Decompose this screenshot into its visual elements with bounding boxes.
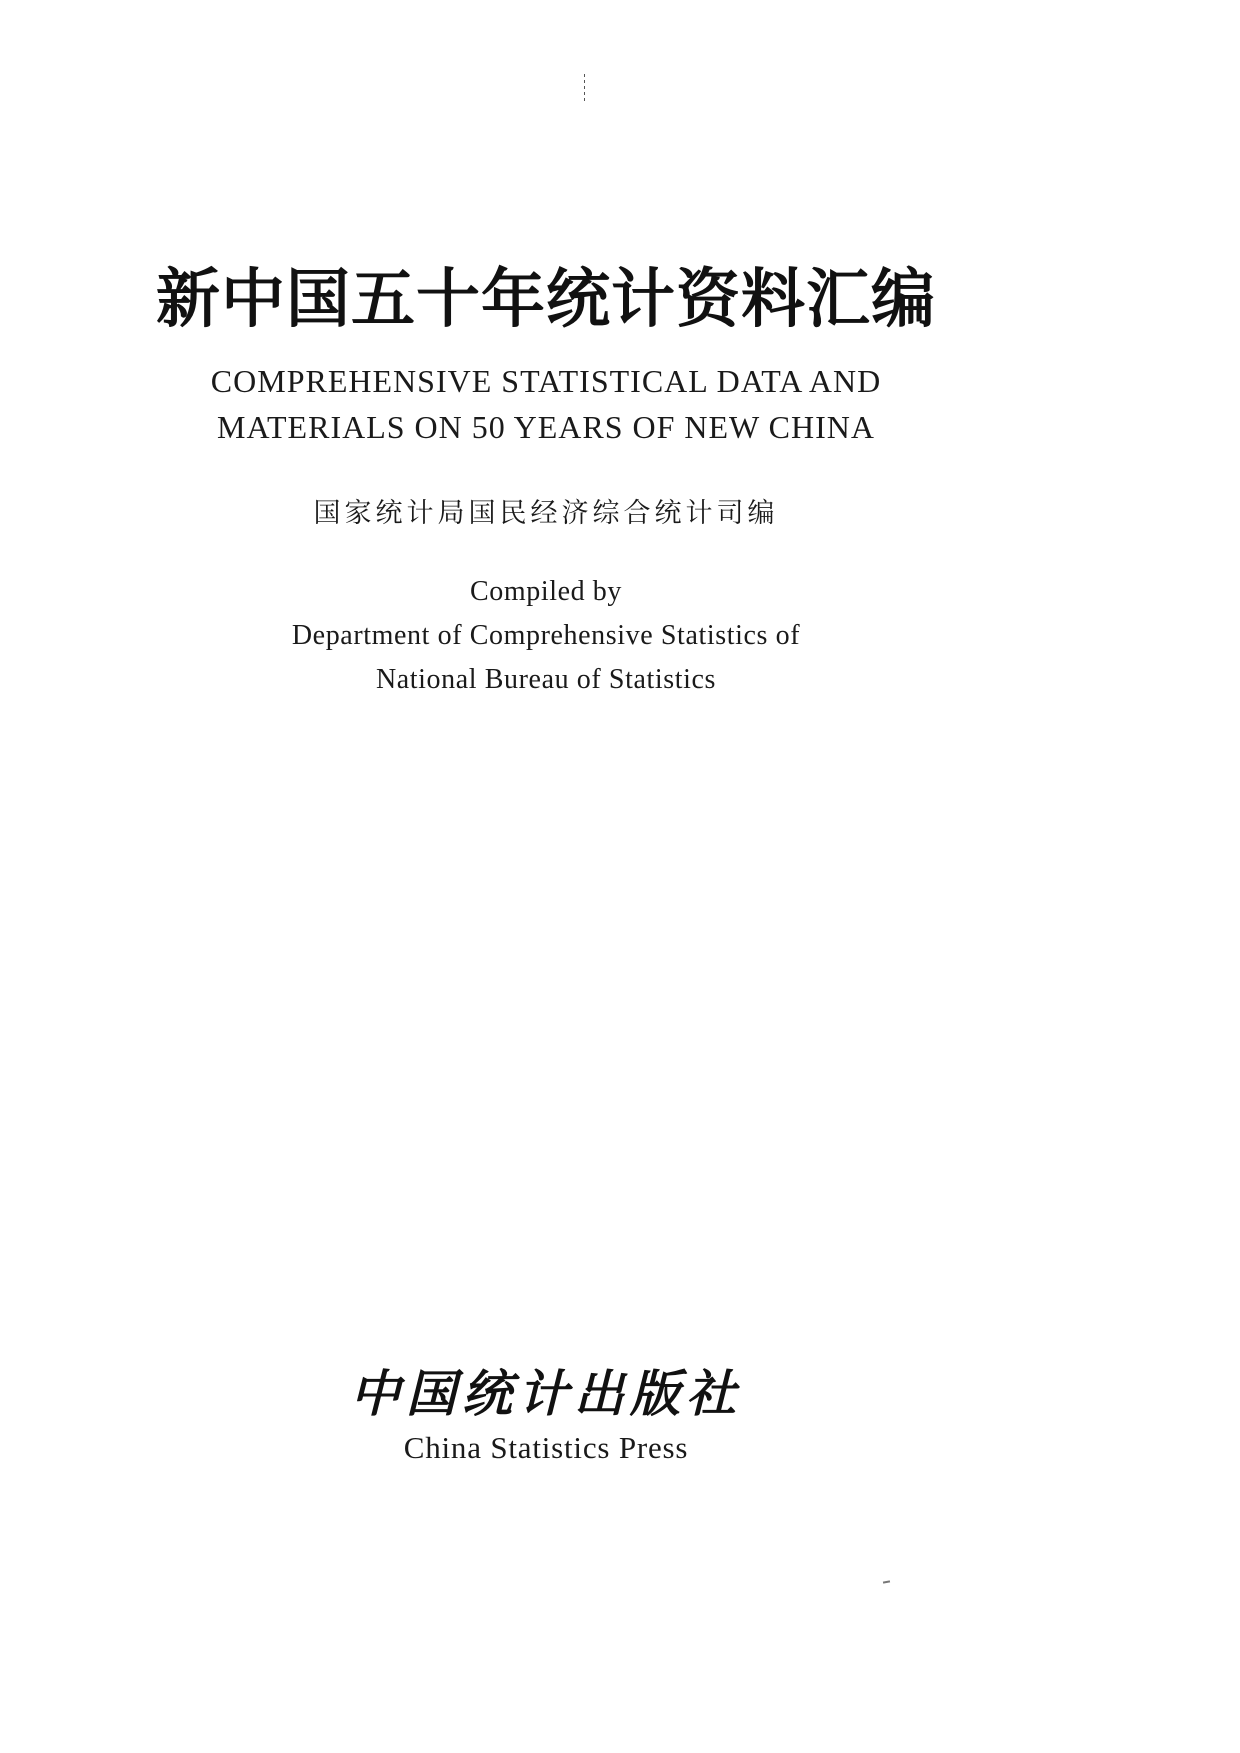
- book-title-english: [0, 358, 1092, 450]
- publisher-name-english: China Statistics Press: [403, 1430, 689, 1465]
- compiler-chinese: 国家统计局国民经济综合统计司编: [313, 498, 779, 529]
- book-title-chinese: 新中国五十年统计资料汇编: [156, 263, 936, 337]
- compiler-department: Department of Comprehensive Statistics of: [291, 620, 801, 651]
- compiled-by-label: Compiled by: [469, 576, 623, 607]
- compiler-bureau: National Bureau of Statistics: [375, 664, 717, 695]
- top-crop-mark: [584, 74, 585, 104]
- book-title-english-line-2: MATERIALS ON 50 YEARS OF NEW CHINA: [216, 409, 875, 445]
- publisher-logo-chinese: 中国统计出版社: [350, 1364, 742, 1423]
- book-title-english-line-1: COMPREHENSIVE STATISTICAL DATA AND: [210, 363, 882, 399]
- compiler-english: [0, 570, 1092, 702]
- scan-speck: [883, 1580, 890, 1583]
